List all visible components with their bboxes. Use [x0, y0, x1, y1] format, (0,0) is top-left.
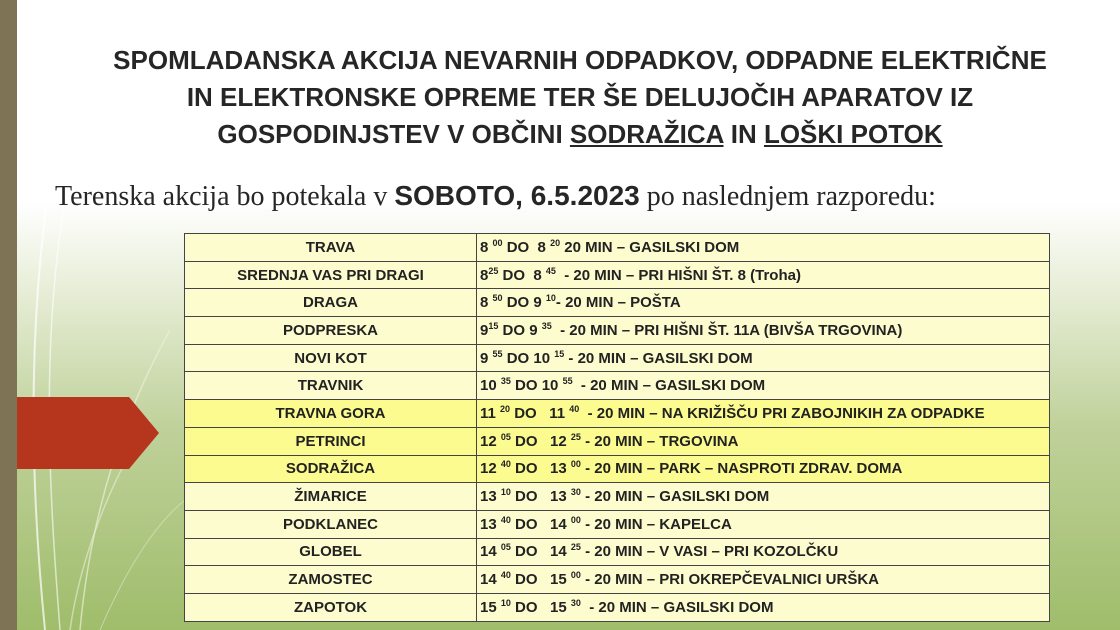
separator: DO: [510, 571, 551, 589]
duration-location: - 20 MIN – POŠTA: [555, 294, 681, 312]
end-hour: 15: [550, 571, 571, 589]
end-hour: 11: [549, 404, 570, 422]
duration-location: - 20 MIN – GASILSKI DOM: [580, 598, 774, 616]
duration-location: - 20 MIN – GASILSKI DOM: [572, 377, 766, 395]
start-minute: 10: [500, 597, 511, 608]
location-cell: SREDNJA VAS PRI DRAGI: [185, 261, 477, 289]
location-cell: ŽIMARICE: [185, 483, 477, 511]
end-minute: 30: [570, 597, 581, 608]
end-minute: 00: [570, 459, 581, 470]
title-conjunction: IN: [723, 119, 764, 149]
end-minute: 25: [570, 542, 581, 553]
start-minute: 40: [500, 514, 511, 525]
duration-location: - 20 MIN – PARK – NASPROTI ZDRAV. DOMA: [580, 460, 903, 478]
end-minute: 40: [569, 403, 580, 414]
table-row: [185, 317, 1050, 345]
subtitle-prefix: Terenska akcija bo potekala v: [55, 181, 395, 212]
start-minute: 00: [492, 237, 503, 248]
separator: DO: [502, 294, 534, 312]
end-minute: 30: [570, 487, 581, 498]
start-hour: 13: [480, 488, 501, 506]
end-minute: 35: [541, 320, 552, 331]
end-hour: 8: [533, 266, 546, 284]
start-hour: 9: [480, 321, 489, 339]
table-row: [185, 344, 1050, 372]
start-hour: 14: [480, 543, 501, 561]
start-minute: 25: [488, 265, 499, 276]
end-minute: 25: [570, 431, 581, 442]
start-minute: 50: [492, 293, 503, 304]
time-location-cell: [477, 455, 1050, 483]
red-arrow-shape: [17, 397, 161, 469]
start-minute: 05: [500, 431, 511, 442]
table-row: [185, 400, 1050, 428]
duration-location: - 20 MIN – V VASI – PRI KOZOLČKU: [580, 543, 839, 561]
table-row: [185, 289, 1050, 317]
duration-location: - 20 MIN – PRI HIŠNI ŠT. 8 (Troha): [555, 266, 801, 284]
duration-location: - 20 MIN – GASILSKI DOM: [564, 349, 753, 367]
start-hour: 8: [480, 238, 493, 256]
duration-location: 20 MIN – GASILSKI DOM: [560, 238, 740, 256]
end-hour: 12: [550, 432, 571, 450]
time-location-cell: [477, 261, 1050, 289]
end-hour: 9: [533, 294, 546, 312]
duration-location: - 20 MIN – TRGOVINA: [580, 432, 739, 450]
table-row: [185, 261, 1050, 289]
time-location-cell: [477, 400, 1050, 428]
separator: DO: [510, 543, 551, 561]
start-hour: 15: [480, 598, 501, 616]
table-row: [185, 510, 1050, 538]
separator: DO: [510, 598, 551, 616]
separator: DO: [502, 238, 538, 256]
start-minute: 55: [492, 348, 503, 359]
time-location-cell: [477, 566, 1050, 594]
end-minute: 10: [545, 293, 556, 304]
title-line-1: SPOMLADANSKA AKCIJA NEVARNIH ODPADKOV, ODPADNE ELEKTRIČNE: [113, 45, 1047, 75]
time-location-cell: [477, 344, 1050, 372]
location-cell: PODPRESKA: [185, 317, 477, 345]
table-row: [185, 566, 1050, 594]
start-hour: 9: [480, 349, 493, 367]
separator: DO: [510, 488, 551, 506]
time-location-cell: [477, 234, 1050, 262]
separator: DO: [510, 515, 551, 533]
duration-location: - 20 MIN – PRI HIŠNI ŠT. 11A (BIVŠA TRGOVINA): [551, 321, 903, 339]
start-hour: 14: [480, 571, 501, 589]
location-cell: NOVI KOT: [185, 344, 477, 372]
location-cell: TRAVNA GORA: [185, 400, 477, 428]
subtitle: [55, 180, 1115, 213]
separator: DO: [510, 404, 550, 422]
separator: DO: [510, 377, 542, 395]
end-minute: 00: [570, 570, 581, 581]
location-cell: ZAMOSTEC: [185, 566, 477, 594]
time-location-cell: [477, 427, 1050, 455]
municipality-sodrazica: SODRAŽICA: [569, 119, 724, 149]
table-row: [185, 538, 1050, 566]
separator: DO: [510, 432, 551, 450]
start-hour: 12: [480, 460, 501, 478]
start-minute: 40: [500, 570, 511, 581]
start-minute: 15: [488, 320, 499, 331]
title-line-3: [60, 116, 1100, 153]
location-cell: DRAGA: [185, 289, 477, 317]
end-minute: 20: [550, 237, 561, 248]
time-location-cell: [477, 372, 1050, 400]
table-row: [185, 427, 1050, 455]
time-location-cell: [477, 538, 1050, 566]
time-location-cell: [477, 483, 1050, 511]
start-hour: 13: [480, 515, 501, 533]
duration-location: - 20 MIN – KAPELCA: [580, 515, 732, 533]
start-hour: 8: [480, 294, 493, 312]
start-hour: 12: [480, 432, 501, 450]
title-line-2: IN ELEKTRONSKE OPREME TER ŠE DELUJOČIH APARATOV IZ: [186, 82, 974, 112]
duration-location: - 20 MIN – PRI OKREPČEVALNICI URŠKA: [580, 571, 880, 589]
page-title: [60, 42, 1100, 153]
end-hour: 10: [541, 377, 563, 395]
time-location-cell: [477, 510, 1050, 538]
table-row: [185, 455, 1050, 483]
location-cell: SODRAŽICA: [185, 455, 477, 483]
end-minute: 00: [570, 514, 581, 525]
start-hour: 8: [480, 266, 489, 284]
table-row: [185, 234, 1050, 262]
end-hour: 10: [533, 349, 555, 367]
end-minute: 55: [562, 376, 573, 387]
end-hour: 15: [550, 598, 571, 616]
table-row: [185, 483, 1050, 511]
location-cell: PETRINCI: [185, 427, 477, 455]
end-hour: 13: [550, 488, 571, 506]
title-line-3-text: GOSPODINJSTEV V OBČINI: [217, 119, 570, 149]
time-location-cell: [477, 593, 1050, 621]
event-date: SOBOTO, 6.5.2023: [394, 180, 640, 211]
location-cell: PODKLANEC: [185, 510, 477, 538]
start-hour: 11: [480, 404, 501, 422]
schedule-table-body: [185, 234, 1050, 622]
location-cell: ZAPOTOK: [185, 593, 477, 621]
duration-location: - 20 MIN – NA KRIŽIŠČU PRI ZABOJNIKIH ZA ODPADKE: [579, 404, 985, 422]
location-cell: TRAVNIK: [185, 372, 477, 400]
separator: DO: [498, 266, 534, 284]
time-location-cell: [477, 317, 1050, 345]
end-minute: 15: [554, 348, 565, 359]
end-hour: 14: [550, 543, 571, 561]
location-cell: TRAVA: [185, 234, 477, 262]
end-hour: 13: [550, 460, 571, 478]
location-cell: GLOBEL: [185, 538, 477, 566]
subtitle-suffix: po naslednjem razporedu:: [639, 181, 936, 212]
separator: DO: [510, 460, 551, 478]
end-minute: 45: [545, 265, 556, 276]
start-minute: 05: [500, 542, 511, 553]
duration-location: - 20 MIN – GASILSKI DOM: [580, 488, 770, 506]
separator: DO: [502, 349, 534, 367]
start-hour: 10: [480, 377, 501, 395]
end-hour: 8: [537, 238, 551, 256]
schedule-table: [184, 233, 1050, 622]
municipality-loski-potok: LOŠKI POTOK: [763, 119, 943, 149]
start-minute: 20: [500, 403, 511, 414]
start-minute: 10: [500, 487, 511, 498]
end-hour: 9: [529, 321, 542, 339]
time-location-cell: [477, 289, 1050, 317]
table-row: [185, 593, 1050, 621]
table-row: [185, 372, 1050, 400]
start-minute: 35: [500, 376, 511, 387]
end-hour: 14: [550, 515, 571, 533]
separator: DO: [498, 321, 530, 339]
start-minute: 40: [500, 459, 511, 470]
